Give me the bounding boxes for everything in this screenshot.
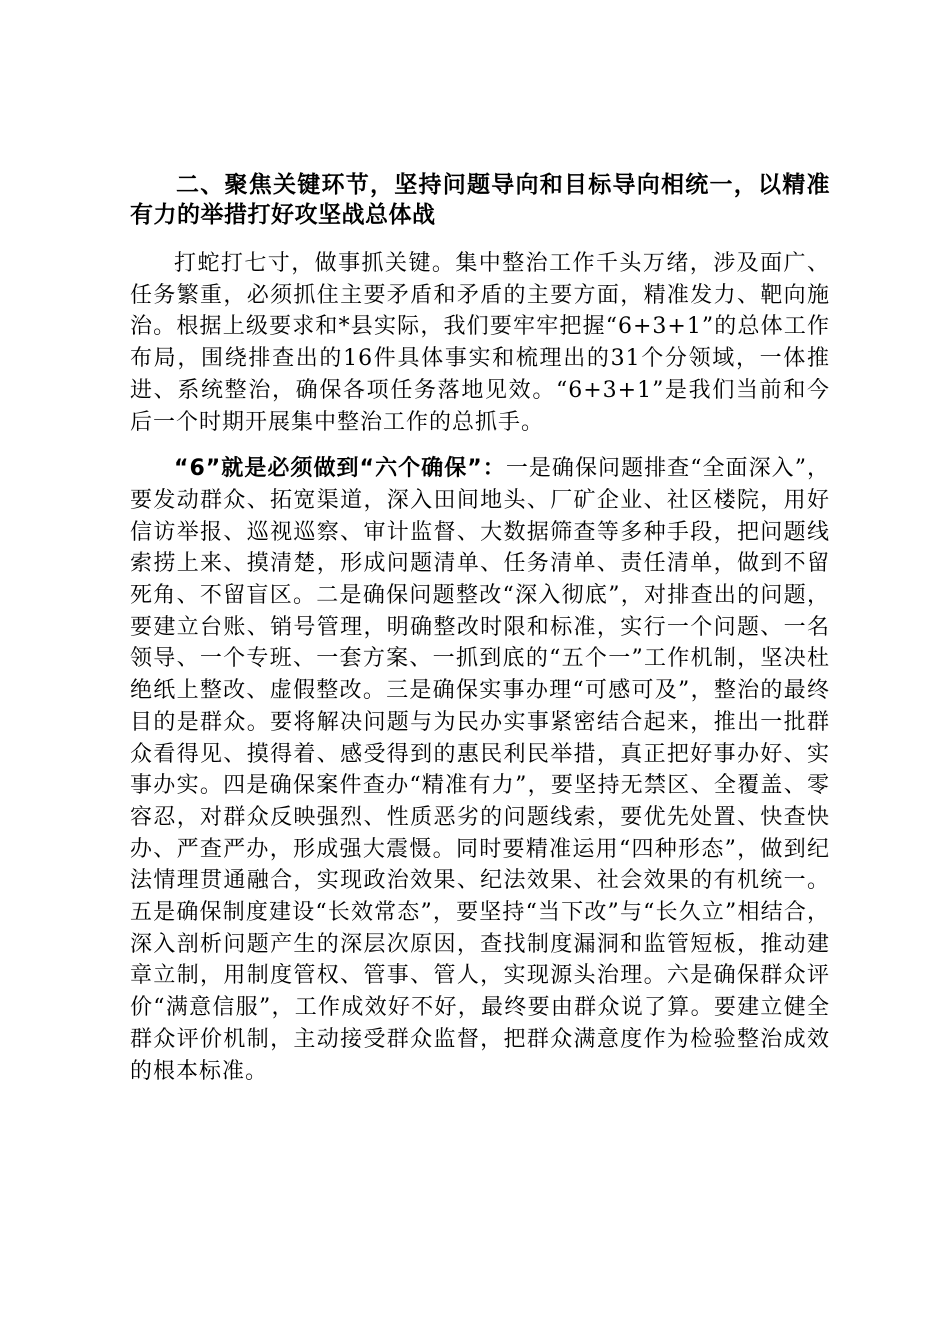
paragraph-intro: 打蛇打七寸，做事抓关键。集中整治工作千头万绪，涉及面广、任务繁重，必须抓住主要矛盾和矛盾的主要方面，精准发力、靶向施治。根据上级要求和*县实际，我们要牢牢把握“6+3+1”的总体工作布局，围绕排查出的16件具体事实和梳理出的31个分领域，一体推进、系统整治，确保各项任务落地见效。“6+3+1”是我们当前和今后一个时期开展集中整治工作的总抓手。 bbox=[130, 251, 830, 435]
paragraph-body-text: 一是确保问题排查“全面深入”，要发动群众、拓宽渠道，深入田间地头、厂矿企业、社区楼院，用好信访举报、巡视巡察、审计监督、大数据筛查等多种手段，把问题线索捞上来、摸清楚，形成问题清单、任务清单、责任清单，做到不留死角、不留盲区。二是确保问题整改“深入彻底”，对排查出的问题，要建立台账、销号管理，明确整改时限和标准，实行一个问题、一名领导、一个专班、一套方案、一抓到底的“五个一”工作机制，坚决杜绝纸上整改、虚假整改。三是确保实事办理“可感可及”，整治的最终目的是群众。要将解决问题与为民办实事紧密结合起来，推出一批群众看得见、摸得着、感受得到的惠民利民举措，真正把好事办好、实事办实。四是确保案件查办“精准有力”，要坚持无禁区、全覆盖、零容忍，对群众反映强烈、性质恶劣的问题线索，要优先处置、快查快办、严查严办，形成强大震慑。同时要精准运用“四种形态”，做到纪法情理贯通融合，实现政治效果、纪法效果、社会效果的有机统一。五是确保制度建设“长效常态”，要坚持“当下改”与“长久立”相结合，深入剖析问题产生的深层次原因，查找制度漏洞和监管短板，推动建章立制，用制度管权、管事、管人，实现源头治理。六是确保群众评价“满意信服”，工作成效好不好，最终要由群众说了算。要建立健全群众评价机制，主动接受群众监督，把群众满意度作为检验整治成效的根本标准。 bbox=[130, 456, 830, 1084]
paragraph-lead-text: “6”就是必须做到“六个确保”： bbox=[174, 456, 506, 482]
document-body bbox=[130, 170, 830, 1102]
paragraph-six-ensures bbox=[130, 453, 830, 1087]
section-heading: 二、聚焦关键环节，坚持问题导向和目标导向相统一，以精准有力的举措打好攻坚战总体战 bbox=[130, 172, 830, 228]
